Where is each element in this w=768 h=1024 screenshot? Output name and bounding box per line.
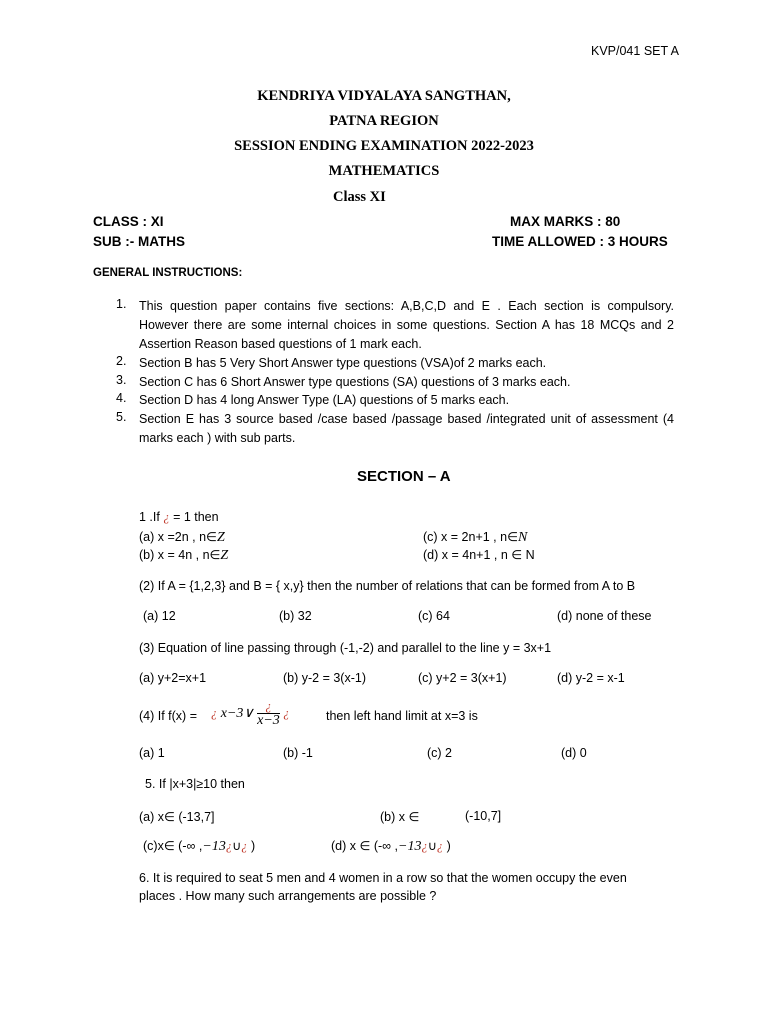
question-5-option-b-interval: (-10,7]	[465, 809, 502, 823]
instruction-item: Section E has 3 source based /case based /passage based /integrated unit of assessment (4 marks each ) with sub parts.	[139, 412, 674, 445]
expression-text: x−3∨	[220, 706, 254, 721]
instruction-item: Section B has 5 Very Short Answer type questions (VSA)of 2 marks each.	[139, 356, 547, 370]
option-text-end: )	[250, 839, 256, 853]
option-math: −13	[202, 839, 226, 854]
subject-label: SUB :- MATHS	[93, 234, 185, 249]
option-glyph: ¿	[436, 839, 444, 853]
instruction-number: 2.	[116, 354, 127, 368]
question-2-option-b: (b) 32	[279, 609, 312, 623]
instruction-item: Section C has 6 Short Answer type questions (SA) questions of 3 marks each.	[139, 375, 571, 389]
option-text: (b) x = 4n , n∈	[139, 548, 221, 562]
question-5-option-c	[143, 838, 255, 855]
instruction-item: Section D has 4 long Answer Type (LA) questions of 5 marks each.	[139, 393, 510, 407]
question-4-stem: (4) If f(x) =	[139, 709, 197, 723]
expression-glyph-end: ¿	[283, 706, 290, 720]
question-1-stem-text-end: = 1 then	[173, 510, 219, 524]
question-4-stem-end: then left hand limit at x=3 is	[326, 709, 478, 723]
expression-fraction	[257, 699, 280, 728]
question-1-option-b	[139, 547, 228, 564]
option-text: (c)x∈ (-∞ ,	[143, 839, 203, 853]
question-3-option-b: (b) y-2 = 3(x-1)	[283, 671, 367, 685]
expression-glyph: ¿	[211, 706, 218, 720]
question-4-option-c: (c) 2	[427, 746, 452, 760]
question-6-line-2: places . How many such arrangements are possible ?	[139, 889, 437, 903]
title-line-3: SESSION ENDING EXAMINATION 2022-2023	[234, 138, 534, 154]
question-2-option-a: (a) 12	[143, 609, 176, 623]
instruction-number: 1.	[116, 297, 127, 311]
question-3-option-d: (d) y-2 = x-1	[557, 671, 625, 685]
question-4-expression	[211, 699, 290, 731]
section-a-title: SECTION – A	[357, 468, 451, 485]
union-symbol: ∪	[427, 839, 437, 853]
max-marks-label: MAX MARKS : 80	[510, 214, 621, 229]
option-glyph: ¿	[241, 839, 248, 853]
instruction-number: 4.	[116, 391, 127, 405]
question-3-option-a: (a) y+2=x+1	[139, 671, 207, 685]
title-line-2: PATNA REGION	[329, 113, 439, 129]
title-line-4: MATHEMATICS	[328, 163, 440, 179]
instruction-item: This question paper contains five sections: A,B,C,D and E . Each section is compulsory. However there are some internal choices in some questions. Section A has 18 MCQs and 2 Assertion Reason based questions of 1 mark each.	[139, 299, 674, 351]
paper-code: KVP/041 SET A	[591, 44, 680, 58]
question-4-option-d: (d) 0	[561, 746, 587, 760]
question-5-option-d	[331, 838, 451, 855]
option-set: Z	[220, 548, 229, 563]
title-line-5: Class XI	[333, 189, 386, 205]
question-2-option-d: (d) none of these	[557, 609, 652, 623]
question-6-line-1: 6. It is required to seat 5 men and 4 women in a row so that the women occupy the even	[139, 871, 627, 885]
question-4-option-a: (a) 1	[139, 746, 165, 760]
option-math: −13	[398, 839, 422, 854]
option-glyph: ¿	[225, 839, 233, 853]
question-2-option-c: (c) 64	[418, 609, 450, 623]
question-5-stem: 5. If |x+3|≥10 then	[145, 777, 245, 791]
fraction-numerator: ¿	[257, 699, 280, 714]
question-5-option-a: (a) x∈ (-13,7]	[139, 810, 215, 824]
instruction-number: 5.	[116, 410, 127, 424]
union-symbol: ∪	[232, 839, 242, 853]
option-set: N	[517, 530, 528, 545]
instructions-heading: GENERAL INSTRUCTIONS:	[93, 267, 243, 279]
question-1-option-a	[139, 529, 225, 546]
fraction-denominator: x−3	[257, 713, 280, 728]
question-1-glyph: ¿	[163, 510, 170, 524]
option-text: (c) x = 2n+1 , n∈	[423, 530, 518, 544]
question-2-stem: (2) If A = {1,2,3} and B = { x,y} then the number of relations that can be formed from A to B	[139, 579, 636, 593]
question-1-stem-text: 1 .If	[139, 510, 160, 524]
instruction-number: 3.	[116, 373, 127, 387]
time-allowed-label: TIME ALLOWED : 3 HOURS	[492, 234, 668, 249]
question-4-option-b: (b) -1	[283, 746, 313, 760]
question-1-option-c	[423, 529, 527, 546]
question-1-stem	[139, 510, 219, 525]
question-5-option-b: (b) x ∈	[380, 810, 420, 824]
option-glyph: ¿	[421, 839, 428, 853]
class-label: CLASS : XI	[93, 214, 164, 229]
option-set: Z	[216, 530, 225, 545]
question-3-stem: (3) Equation of line passing through (-1,-2) and parallel to the line y = 3x+1	[139, 641, 552, 655]
option-text: (d) x ∈ (-∞ ,	[331, 839, 399, 853]
option-text: (a) x =2n , n∈	[139, 530, 217, 544]
title-line-1: KENDRIYA VIDYALAYA SANGTHAN,	[257, 88, 511, 104]
question-1-option-d: (d) x = 4n+1 , n ∈ N	[423, 548, 535, 562]
question-3-option-c: (c) y+2 = 3(x+1)	[418, 671, 507, 685]
option-text-end: )	[446, 839, 451, 853]
